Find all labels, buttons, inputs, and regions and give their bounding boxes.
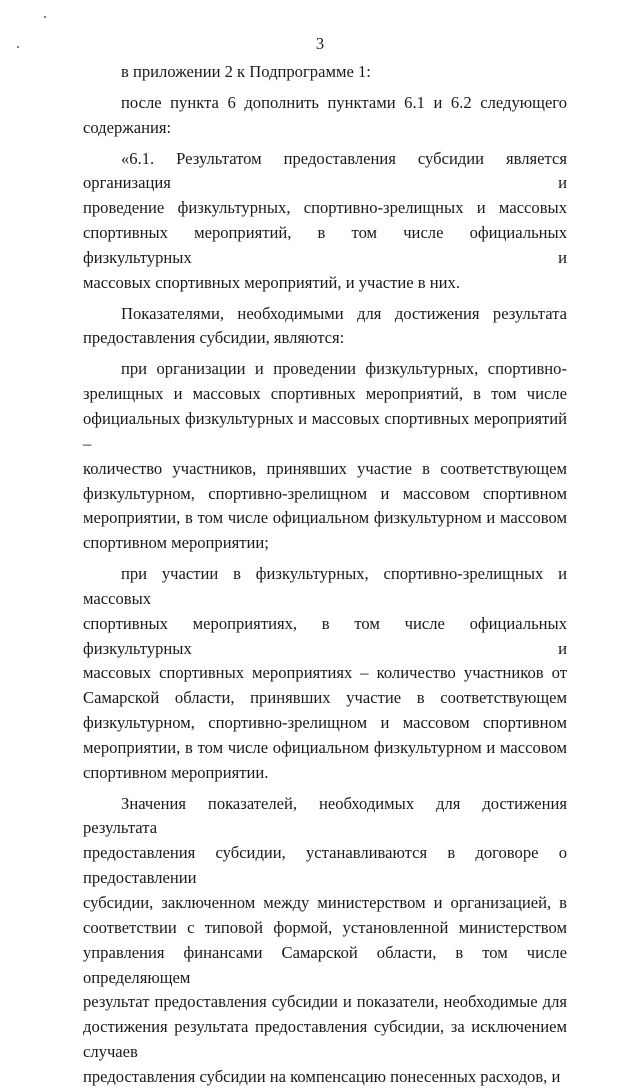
paragraph [83, 91, 567, 141]
text-line: результат предоставления субсидии и показатели, необходимые для [83, 992, 567, 1012]
paragraph [83, 792, 567, 1090]
text-line: количество участников, принявших участие в соответствующем [83, 458, 567, 478]
text-line: при организации и проведении физкультурных, спортивно- [121, 359, 567, 379]
text-line: предоставления субсидии, являются: [83, 328, 345, 348]
text-line: «6.1. Результатом предоставления субсидии является организация и [83, 148, 567, 193]
text-line: мероприятии, в том числе официальном физкультурном и массовом [83, 508, 567, 528]
paragraph [83, 147, 567, 296]
paragraph [83, 562, 567, 786]
paragraph [83, 302, 567, 352]
text-line: спортивном мероприятии; [83, 533, 269, 553]
text-line: при участии в физкультурных, спортивно-зрелищных и массовых [83, 564, 567, 608]
text-line: предоставления субсидии, устанавливаются в договоре о предоставлении [83, 843, 567, 888]
text-line: спортивном мероприятии. [83, 762, 269, 782]
text-line: Показателями, необходимыми для достижения результата [121, 303, 567, 323]
text-line: Значения показателей, необходимых для достижения результата [83, 793, 567, 838]
text-line: субсидии, заключенном между министерством и организацией, в [83, 893, 567, 912]
text-line: физкультурном, спортивно-зрелищном и массовом спортивном [83, 483, 567, 503]
text-line: Самарской области, принявших участие в соответствующем [83, 688, 567, 708]
text-line: физкультурном, спортивно-зрелищном и массовом спортивном [83, 713, 567, 733]
text-line: проведение физкультурных, спортивно-зрелищных и массовых [83, 198, 567, 218]
text-line: соответствии с типовой формой, установленной министерством [83, 917, 567, 937]
text-line: содержания: [83, 117, 172, 137]
text-line: после пункта 6 дополнить пунктами 6.1 и 6.2 следующего [121, 92, 567, 112]
text-line: зрелищных и массовых спортивных мероприятий, в том числе [83, 384, 567, 404]
text-line: в приложении 2 к Подпрограмме 1: [121, 62, 371, 81]
text-line: спортивных мероприятий, в том числе официальных физкультурных и [83, 223, 567, 267]
scan-speck [44, 16, 46, 18]
text-line: достижения результата предоставления субсидии, за исключением случаев [83, 1017, 567, 1062]
text-line: управления финансами Самарской области, в том числе определяющем [83, 942, 567, 987]
text-line: массовых спортивных мероприятиях – количество участников от [83, 663, 567, 683]
text-line: спортивных мероприятиях, в том числе официальных физкультурных и [83, 613, 567, 658]
page-number: 3 [315, 34, 325, 53]
text-line: предоставления субсидии на компенсацию понесенных расходов, и [83, 1066, 561, 1086]
text-line: мероприятии, в том числе официальном физкультурном и массовом [83, 737, 567, 757]
text-line: официальных физкультурных и массовых спортивных мероприятий – [83, 408, 567, 453]
text-line: массовых спортивных мероприятий, и участие в них. [83, 272, 460, 292]
paragraph [83, 60, 567, 85]
document-body [83, 60, 567, 1090]
paragraph [83, 357, 567, 556]
